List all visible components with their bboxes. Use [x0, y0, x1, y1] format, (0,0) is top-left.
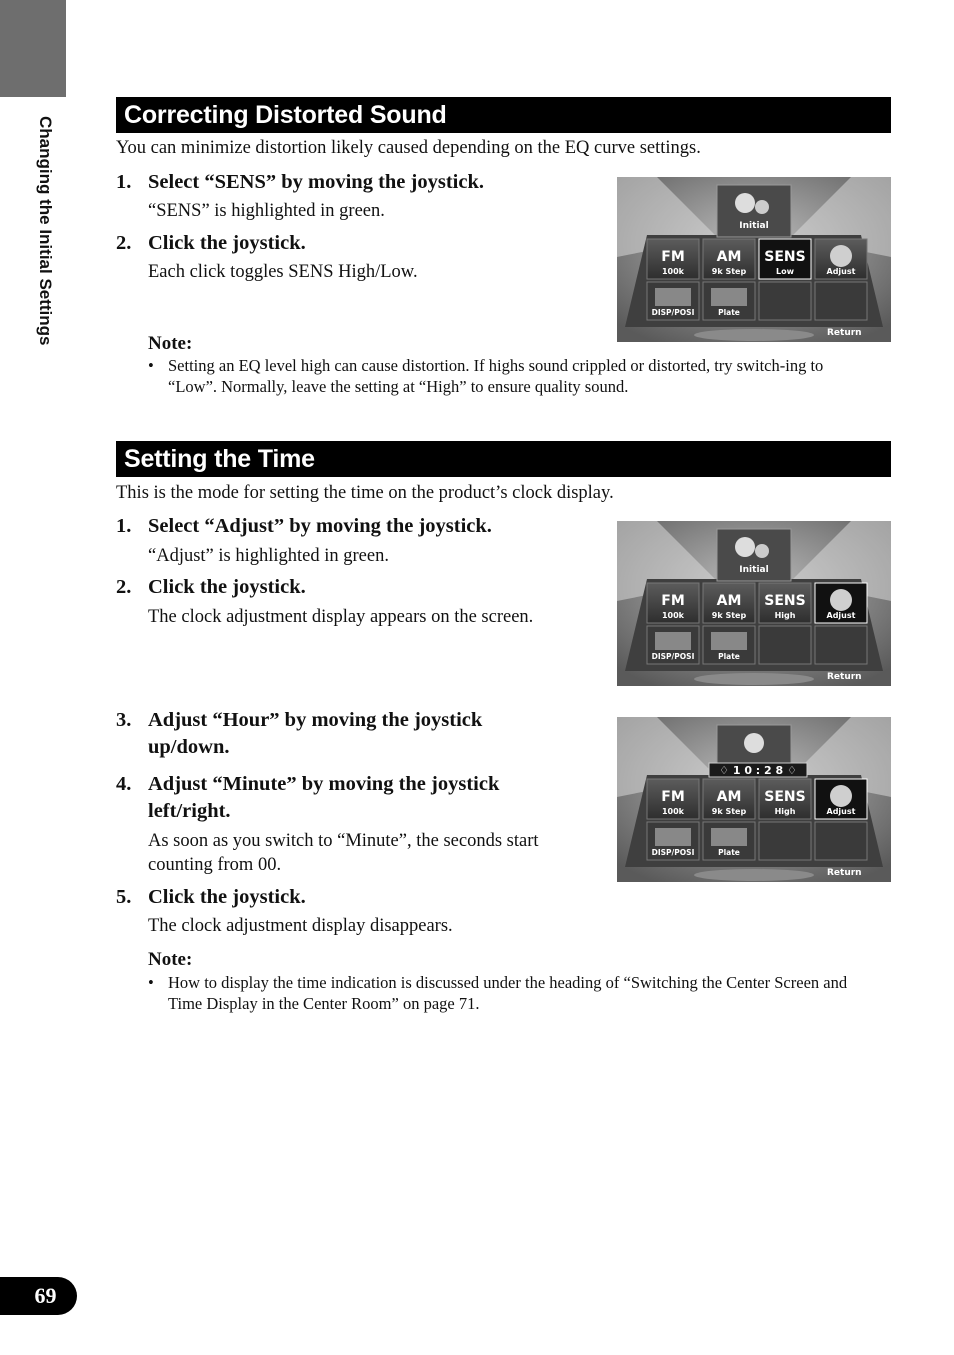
plate-label: Plate	[718, 308, 740, 317]
side-tab	[0, 0, 66, 97]
step-title: Click the joystick.	[148, 232, 306, 254]
dial-icon	[830, 785, 852, 807]
step-title: Select “Adjust” by moving the joystick.	[148, 515, 492, 537]
disp-icon	[655, 632, 691, 650]
return-label: Return	[827, 868, 862, 878]
section2-step-5-desc: The clock adjustment display disappears.	[148, 916, 453, 936]
step-title: Adjust “Hour” by moving the joystick up/down.	[148, 709, 483, 758]
fm-label: FM	[661, 789, 685, 805]
dial-icon	[830, 589, 852, 611]
initial-label: Initial	[739, 221, 769, 231]
section2-step-4	[116, 771, 566, 825]
section2-intro: This is the mode for setting the time on the product’s clock display.	[116, 483, 614, 503]
adjust-sub-label: Adjust	[826, 611, 856, 620]
gear-icon	[735, 193, 755, 213]
am-sub-label: 9k Step	[711, 267, 747, 276]
step-number: 1.	[116, 171, 132, 193]
step-title: Select “SENS” by moving the joystick.	[148, 171, 484, 193]
fm-sub-label: 100k	[661, 611, 685, 620]
gear-icon	[755, 200, 769, 214]
section-heading-setting-time: Setting the Time	[116, 441, 891, 477]
section2-step-4-desc: As soon as you switch to “Minute”, the seconds start counting from 00.	[148, 831, 539, 875]
section2-note-heading: Note:	[148, 949, 193, 970]
section2-step-5	[116, 884, 306, 911]
sens-sub-label: High	[774, 807, 796, 816]
section1-note	[148, 355, 848, 397]
am-label: AM	[716, 593, 742, 609]
screenshot-clock-adjust	[617, 717, 891, 882]
plate-icon	[711, 632, 747, 650]
step-title: Click the joystick.	[148, 576, 306, 598]
plate-icon	[711, 288, 747, 306]
section2-step-2	[116, 574, 306, 601]
clock-readout: ♢ 1 0 : 2 8 ♢	[719, 764, 797, 777]
fm-sub-label: 100k	[661, 267, 685, 276]
tile-empty2	[815, 282, 867, 320]
screenshot-sens-low	[617, 177, 891, 342]
step-number: 4.	[116, 773, 132, 795]
bullet: •	[148, 973, 154, 992]
step-title: Click the joystick.	[148, 886, 306, 908]
disp-icon	[655, 288, 691, 306]
screenshot-illustration	[617, 521, 891, 686]
am-sub-label: 9k Step	[711, 611, 747, 620]
sens-sub-label: High	[774, 611, 796, 620]
section1-step-1	[116, 169, 484, 196]
section2-step-2-desc: The clock adjustment display appears on the screen.	[148, 607, 534, 627]
section1-step-1-desc: “SENS” is highlighted in green.	[148, 201, 385, 221]
am-label: AM	[716, 249, 742, 265]
adjust-sub-label: Adjust	[826, 267, 856, 276]
tile-empty1	[759, 282, 811, 320]
initial-label: Initial	[739, 565, 769, 575]
note-text: Setting an EQ level high can cause distortion. If highs sound crippled or distorted, try switch-ing to “Low”. Normally, leave the setting at “High” to ensure quality sound.	[168, 356, 824, 396]
plate-label: Plate	[718, 848, 740, 857]
gear-icon	[735, 537, 755, 557]
am-label: AM	[716, 789, 742, 805]
fm-label: FM	[661, 593, 685, 609]
section2-step-1-desc: “Adjust” is highlighted in green.	[148, 546, 389, 566]
screenshot-illustration	[617, 717, 891, 882]
fm-label: FM	[661, 249, 685, 265]
step-number: 2.	[116, 232, 132, 254]
step-title: Adjust “Minute” by moving the joystick left/right.	[148, 773, 500, 822]
disp-label: DISP/POSI	[651, 308, 695, 317]
section-heading-distorted-sound: Correcting Distorted Sound	[116, 97, 891, 133]
section2-note	[148, 972, 848, 1014]
return-label: Return	[827, 672, 862, 682]
section2-step-1	[116, 513, 492, 540]
tile-empty1	[759, 822, 811, 860]
return-label: Return	[827, 328, 862, 338]
step-number: 3.	[116, 709, 132, 731]
plate-label: Plate	[718, 652, 740, 661]
page-number: 69	[0, 1277, 77, 1315]
step-number: 2.	[116, 576, 132, 598]
section2-step-3	[116, 707, 546, 761]
disp-label: DISP/POSI	[651, 848, 695, 857]
sens-label: SENS	[764, 789, 806, 805]
step-number: 5.	[116, 886, 132, 908]
gear-icon	[755, 544, 769, 558]
fm-sub-label: 100k	[661, 807, 685, 816]
sens-sub-label: Low	[776, 267, 794, 276]
sens-label: SENS	[764, 593, 806, 609]
am-sub-label: 9k Step	[711, 807, 747, 816]
bullet: •	[148, 356, 154, 375]
section1-step-2	[116, 230, 306, 257]
tile-empty2	[815, 626, 867, 664]
sens-label: SENS	[764, 249, 806, 265]
side-title: Changing the Initial Settings	[36, 116, 55, 346]
step-number: 1.	[116, 515, 132, 537]
disp-label: DISP/POSI	[651, 652, 695, 661]
section1-intro: You can minimize distortion likely caused depending on the EQ curve settings.	[116, 138, 701, 158]
plate-icon	[711, 828, 747, 846]
section1-note-heading: Note:	[148, 333, 193, 354]
tile-empty2	[815, 822, 867, 860]
screenshot-adjust-selected	[617, 521, 891, 686]
dial-icon	[830, 245, 852, 267]
note-text: How to display the time indication is discussed under the heading of “Switching the Center Screen and Time Display in the Center Room” on page 71.	[168, 973, 848, 1013]
tile-empty1	[759, 626, 811, 664]
adjust-sub-label: Adjust	[826, 807, 856, 816]
screenshot-illustration	[617, 177, 891, 342]
section1-step-2-desc: Each click toggles SENS High/Low.	[148, 262, 418, 282]
disp-icon	[655, 828, 691, 846]
